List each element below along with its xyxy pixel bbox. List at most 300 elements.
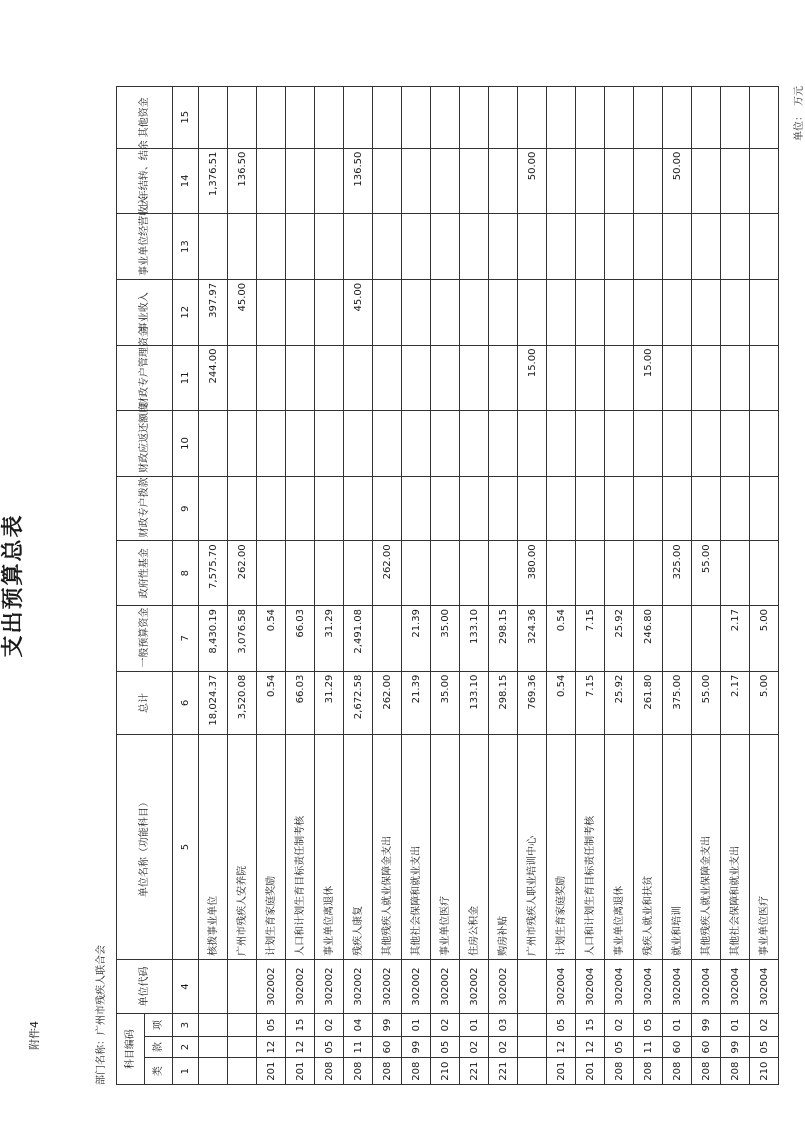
- cell-total: 5.00: [750, 671, 779, 735]
- cell-special-mgmt: [750, 345, 779, 411]
- cell-unit-name: 购房补贴: [489, 735, 518, 960]
- cell-general: 0.54: [547, 606, 576, 672]
- cell-general: 324.36: [518, 606, 547, 672]
- header-xiang: 项: [145, 1014, 173, 1037]
- cell-special-mgmt: [402, 345, 431, 411]
- cell-special-mgmt: [692, 345, 721, 411]
- cell-total: 25.92: [605, 671, 634, 735]
- col-num: 8: [173, 541, 199, 606]
- cell-other: [605, 87, 634, 149]
- cell-gov-fund: 55.00: [692, 541, 721, 606]
- cell-business: [489, 279, 518, 345]
- cell-gov-fund: [489, 541, 518, 606]
- cell-carryover: [373, 148, 402, 214]
- cell-total: 3,520.08: [228, 671, 257, 735]
- cell-operating: [518, 214, 547, 280]
- cell-unit-name: 残疾人就业和扶贫: [634, 735, 663, 960]
- cell-other: [228, 87, 257, 149]
- cell-other: [199, 87, 228, 149]
- cell-special-mgmt: [721, 345, 750, 411]
- cell-total: 2,672.58: [344, 671, 373, 735]
- cell-kuan: [518, 1036, 547, 1058]
- cell-gov-fund: [721, 541, 750, 606]
- cell-business: 45.00: [228, 279, 257, 345]
- cell-return: [257, 411, 286, 477]
- cell-xiang: 01: [460, 1014, 489, 1037]
- cell-lei: 208: [605, 1058, 634, 1085]
- cell-lei: 208: [344, 1058, 373, 1085]
- expenditure-budget-table: [116, 86, 779, 1085]
- cell-general: [373, 606, 402, 672]
- cell-unit-code: 302002: [373, 959, 402, 1013]
- col-num: 13: [173, 214, 199, 280]
- cell-operating: [460, 214, 489, 280]
- cell-business: [286, 279, 315, 345]
- cell-special-alloc: [460, 476, 489, 541]
- cell-unit-code: 302004: [547, 959, 576, 1013]
- cell-unit-name: 残疾人康复: [344, 735, 373, 960]
- cell-kuan: 99: [721, 1036, 750, 1058]
- cell-unit-name: 其他残疾人就业保障金支出: [692, 735, 721, 960]
- cell-return: [460, 411, 489, 477]
- table-row: [460, 87, 489, 1085]
- cell-unit-code: 302004: [605, 959, 634, 1013]
- cell-operating: [547, 214, 576, 280]
- column-number-row: [173, 87, 199, 1085]
- cell-carryover: [605, 148, 634, 214]
- table-row: [315, 87, 344, 1085]
- cell-special-alloc: [315, 476, 344, 541]
- cell-general: 298.15: [489, 606, 518, 672]
- cell-gov-fund: 262.00: [228, 541, 257, 606]
- cell-operating: [257, 214, 286, 280]
- cell-gov-fund: [460, 541, 489, 606]
- unit-label: 单位： 万元: [794, 86, 805, 141]
- cell-lei: 208: [402, 1058, 431, 1085]
- cell-unit-code: [228, 959, 257, 1013]
- cell-special-mgmt: [460, 345, 489, 411]
- col-num: 6: [173, 671, 199, 735]
- cell-kuan: 12: [257, 1036, 286, 1058]
- cell-unit-code: 302002: [431, 959, 460, 1013]
- cell-business: [431, 279, 460, 345]
- cell-other: [431, 87, 460, 149]
- cell-unit-code: 302004: [750, 959, 779, 1013]
- cell-special-mgmt: 15.00: [518, 345, 547, 411]
- cell-gov-fund: 262.00: [373, 541, 402, 606]
- cell-carryover: [460, 148, 489, 214]
- col-num: 7: [173, 606, 199, 672]
- cell-carryover: 50.00: [518, 148, 547, 214]
- cell-kuan: 99: [402, 1036, 431, 1058]
- header-business: 事业收入: [117, 279, 173, 345]
- cell-operating: [286, 214, 315, 280]
- cell-return: [605, 411, 634, 477]
- cell-unit-name: 人口和计划生育目标责任制考核: [286, 735, 315, 960]
- cell-operating: [228, 214, 257, 280]
- cell-general: [692, 606, 721, 672]
- table-row: [634, 87, 663, 1085]
- table-row: [576, 87, 605, 1085]
- cell-return: [692, 411, 721, 477]
- cell-unit-code: 302004: [576, 959, 605, 1013]
- cell-special-alloc: [199, 476, 228, 541]
- cell-other: [547, 87, 576, 149]
- cell-general: 35.00: [431, 606, 460, 672]
- cell-other: [750, 87, 779, 149]
- cell-xiang: 02: [315, 1014, 344, 1037]
- cell-general: 66.03: [286, 606, 315, 672]
- cell-lei: [228, 1058, 257, 1085]
- cell-lei: 208: [663, 1058, 692, 1085]
- cell-other: [721, 87, 750, 149]
- cell-other: [460, 87, 489, 149]
- cell-other: [634, 87, 663, 149]
- cell-business: [373, 279, 402, 345]
- cell-special-mgmt: [315, 345, 344, 411]
- cell-unit-code: 302004: [692, 959, 721, 1013]
- cell-special-mgmt: [344, 345, 373, 411]
- cell-total: 31.29: [315, 671, 344, 735]
- cell-return: [547, 411, 576, 477]
- cell-lei: 210: [431, 1058, 460, 1085]
- cell-special-mgmt: [605, 345, 634, 411]
- cell-general: 31.29: [315, 606, 344, 672]
- col-num: 3: [173, 1014, 199, 1037]
- cell-kuan: 02: [489, 1036, 518, 1058]
- cell-total: 262.00: [373, 671, 402, 735]
- cell-operating: [489, 214, 518, 280]
- cell-operating: [431, 214, 460, 280]
- cell-other: [518, 87, 547, 149]
- cell-general: 7.15: [576, 606, 605, 672]
- cell-return: [489, 411, 518, 477]
- cell-total: 0.54: [257, 671, 286, 735]
- cell-lei: 208: [634, 1058, 663, 1085]
- cell-kuan: 02: [460, 1036, 489, 1058]
- cell-other: [286, 87, 315, 149]
- cell-return: [750, 411, 779, 477]
- cell-gov-fund: [605, 541, 634, 606]
- page-title: 支出预算总表: [1, 513, 26, 658]
- cell-lei: [199, 1058, 228, 1085]
- cell-unit-code: 302002: [489, 959, 518, 1013]
- cell-total: 769.36: [518, 671, 547, 735]
- header-unit-code: 单位代码: [117, 959, 173, 1013]
- cell-carryover: 1,376.51: [199, 148, 228, 214]
- cell-special-mgmt: [663, 345, 692, 411]
- cell-return: [344, 411, 373, 477]
- cell-kuan: [199, 1036, 228, 1058]
- cell-business: [402, 279, 431, 345]
- cell-business: [605, 279, 634, 345]
- cell-unit-code: 302002: [460, 959, 489, 1013]
- cell-business: [663, 279, 692, 345]
- cell-xiang: 05: [257, 1014, 286, 1037]
- cell-unit-code: 302004: [663, 959, 692, 1013]
- cell-unit-name: 其他社会保障和就业支出: [721, 735, 750, 960]
- cell-unit-name: 其他社会保障和就业支出: [402, 735, 431, 960]
- header-row-1: [117, 87, 145, 1085]
- cell-total: 375.00: [663, 671, 692, 735]
- cell-lei: 201: [257, 1058, 286, 1085]
- cell-kuan: 60: [663, 1036, 692, 1058]
- table-row: [489, 87, 518, 1085]
- cell-unit-name: 事业单位离退休: [605, 735, 634, 960]
- header-special-mgmt: 财政专户管理资金: [117, 345, 173, 411]
- cell-lei: [518, 1058, 547, 1085]
- cell-xiang: 99: [373, 1014, 402, 1037]
- cell-other: [692, 87, 721, 149]
- cell-kuan: 11: [634, 1036, 663, 1058]
- cell-total: 35.00: [431, 671, 460, 735]
- cell-return: [373, 411, 402, 477]
- table-row: [663, 87, 692, 1085]
- cell-business: [460, 279, 489, 345]
- cell-kuan: 12: [547, 1036, 576, 1058]
- cell-lei: 208: [315, 1058, 344, 1085]
- header-special-alloc: 财政专户拨款: [117, 476, 173, 541]
- cell-unit-name: 事业单位医疗: [431, 735, 460, 960]
- cell-unit-name: 计划生育家庭奖励: [257, 735, 286, 960]
- cell-business: [721, 279, 750, 345]
- col-num: 5: [173, 735, 199, 960]
- cell-lei: 221: [489, 1058, 518, 1085]
- cell-total: 18,024.37: [199, 671, 228, 735]
- table-row: [431, 87, 460, 1085]
- col-num: 9: [173, 476, 199, 541]
- header-kuan: 款: [145, 1036, 173, 1058]
- table-row: [721, 87, 750, 1085]
- cell-return: [663, 411, 692, 477]
- cell-general: 3,076.58: [228, 606, 257, 672]
- cell-business: [547, 279, 576, 345]
- cell-special-mgmt: 244.00: [199, 345, 228, 411]
- cell-special-alloc: [402, 476, 431, 541]
- header-total: 总计: [117, 671, 173, 735]
- table-row: [373, 87, 402, 1085]
- cell-carryover: [547, 148, 576, 214]
- cell-carryover: [489, 148, 518, 214]
- cell-other: [576, 87, 605, 149]
- cell-return: [315, 411, 344, 477]
- cell-carryover: [721, 148, 750, 214]
- cell-xiang: 03: [489, 1014, 518, 1037]
- cell-special-alloc: [489, 476, 518, 541]
- cell-total: 298.15: [489, 671, 518, 735]
- cell-xiang: 02: [431, 1014, 460, 1037]
- cell-gov-fund: [431, 541, 460, 606]
- cell-kuan: 05: [431, 1036, 460, 1058]
- table-row: [199, 87, 228, 1085]
- cell-special-alloc: [518, 476, 547, 541]
- cell-total: 21.39: [402, 671, 431, 735]
- col-num: 4: [173, 959, 199, 1013]
- table-row: [605, 87, 634, 1085]
- cell-special-mgmt: [228, 345, 257, 411]
- cell-lei: 210: [750, 1058, 779, 1085]
- cell-lei: 201: [547, 1058, 576, 1085]
- cell-return: [431, 411, 460, 477]
- cell-unit-code: 302002: [315, 959, 344, 1013]
- cell-carryover: [257, 148, 286, 214]
- table-row: [257, 87, 286, 1085]
- cell-gov-fund: [315, 541, 344, 606]
- table-row: [547, 87, 576, 1085]
- cell-return: [576, 411, 605, 477]
- cell-special-alloc: [228, 476, 257, 541]
- cell-operating: [373, 214, 402, 280]
- table-row: [518, 87, 547, 1085]
- cell-other: [257, 87, 286, 149]
- cell-gov-fund: [286, 541, 315, 606]
- col-num: 15: [173, 87, 199, 149]
- cell-operating: [315, 214, 344, 280]
- cell-unit-code: [518, 959, 547, 1013]
- cell-return: [286, 411, 315, 477]
- cell-unit-name: 核拨事业单位: [199, 735, 228, 960]
- cell-gov-fund: [634, 541, 663, 606]
- cell-total: 2.17: [721, 671, 750, 735]
- cell-unit-code: 302002: [257, 959, 286, 1013]
- cell-operating: [750, 214, 779, 280]
- cell-other: [663, 87, 692, 149]
- cell-business: [576, 279, 605, 345]
- cell-business: [315, 279, 344, 345]
- cell-special-alloc: [286, 476, 315, 541]
- table-row: [344, 87, 373, 1085]
- cell-kuan: 60: [692, 1036, 721, 1058]
- cell-total: 261.80: [634, 671, 663, 735]
- cell-gov-fund: [344, 541, 373, 606]
- cell-carryover: [750, 148, 779, 214]
- cell-xiang: 99: [692, 1014, 721, 1037]
- cell-operating: [402, 214, 431, 280]
- cell-unit-code: 302004: [634, 959, 663, 1013]
- cell-special-mgmt: [489, 345, 518, 411]
- header-return: 财政应返还额度: [117, 411, 173, 477]
- cell-special-alloc: [721, 476, 750, 541]
- cell-return: [518, 411, 547, 477]
- cell-xiang: 15: [286, 1014, 315, 1037]
- header-subject-code: 科目编码: [117, 1014, 145, 1085]
- cell-unit-name: 事业单位离退休: [315, 735, 344, 960]
- cell-special-alloc: [692, 476, 721, 541]
- cell-other: [489, 87, 518, 149]
- cell-carryover: 50.00: [663, 148, 692, 214]
- header-other: 其他资金: [117, 87, 173, 149]
- cell-unit-code: 302002: [402, 959, 431, 1013]
- cell-general: [663, 606, 692, 672]
- cell-kuan: 12: [286, 1036, 315, 1058]
- cell-special-alloc: [373, 476, 402, 541]
- cell-general: 25.92: [605, 606, 634, 672]
- cell-unit-name: 计划生育家庭奖励: [547, 735, 576, 960]
- cell-carryover: [431, 148, 460, 214]
- col-num: 1: [173, 1058, 199, 1085]
- cell-carryover: [692, 148, 721, 214]
- cell-business: [257, 279, 286, 345]
- cell-special-mgmt: [576, 345, 605, 411]
- cell-other: [402, 87, 431, 149]
- cell-lei: 208: [721, 1058, 750, 1085]
- header-carryover: 上年结转、结余: [117, 148, 173, 214]
- cell-special-mgmt: [257, 345, 286, 411]
- cell-unit-name: 住房公积金: [460, 735, 489, 960]
- cell-xiang: [199, 1014, 228, 1037]
- cell-total: 7.15: [576, 671, 605, 735]
- cell-lei: 208: [692, 1058, 721, 1085]
- attachment-label: 附件4: [28, 1021, 41, 1050]
- cell-xiang: 02: [750, 1014, 779, 1037]
- cell-xiang: [518, 1014, 547, 1037]
- cell-carryover: [634, 148, 663, 214]
- cell-xiang: [228, 1014, 257, 1037]
- cell-xiang: 05: [547, 1014, 576, 1037]
- cell-unit-name: 其他残疾人就业保障金支出: [373, 735, 402, 960]
- cell-gov-fund: 325.00: [663, 541, 692, 606]
- cell-other: [373, 87, 402, 149]
- col-num: 12: [173, 279, 199, 345]
- cell-kuan: 05: [605, 1036, 634, 1058]
- cell-special-alloc: [257, 476, 286, 541]
- header-lei: 类: [145, 1058, 173, 1085]
- cell-unit-name: 事业单位医疗: [750, 735, 779, 960]
- cell-operating: [692, 214, 721, 280]
- cell-business: [750, 279, 779, 345]
- cell-special-alloc: [344, 476, 373, 541]
- cell-unit-name: 人口和计划生育目标责任制考核: [576, 735, 605, 960]
- col-num: 14: [173, 148, 199, 214]
- cell-total: 133.10: [460, 671, 489, 735]
- cell-return: [634, 411, 663, 477]
- cell-gov-fund: [547, 541, 576, 606]
- cell-special-alloc: [547, 476, 576, 541]
- cell-general: 2.17: [721, 606, 750, 672]
- header-gov-fund: 政府性基金: [117, 541, 173, 606]
- cell-unit-name: 就业和培训: [663, 735, 692, 960]
- cell-general: 2,491.08: [344, 606, 373, 672]
- cell-kuan: 05: [315, 1036, 344, 1058]
- table-row: [692, 87, 721, 1085]
- cell-special-mgmt: [547, 345, 576, 411]
- cell-return: [199, 411, 228, 477]
- cell-business: 397.97: [199, 279, 228, 345]
- header-unit-name: 单位名称（功能科目）: [117, 735, 173, 960]
- cell-other: [344, 87, 373, 149]
- cell-xiang: 01: [721, 1014, 750, 1037]
- cell-carryover: [286, 148, 315, 214]
- cell-total: 0.54: [547, 671, 576, 735]
- cell-special-alloc: [634, 476, 663, 541]
- cell-xiang: 02: [605, 1014, 634, 1037]
- cell-special-alloc: [576, 476, 605, 541]
- cell-special-alloc: [750, 476, 779, 541]
- cell-lei: 201: [286, 1058, 315, 1085]
- cell-operating: [663, 214, 692, 280]
- cell-special-mgmt: 15.00: [634, 345, 663, 411]
- cell-operating: [199, 214, 228, 280]
- cell-kuan: 60: [373, 1036, 402, 1058]
- cell-xiang: 01: [663, 1014, 692, 1037]
- cell-general: 133.10: [460, 606, 489, 672]
- table-row: [750, 87, 779, 1085]
- cell-unit-code: 302002: [344, 959, 373, 1013]
- cell-carryover: [576, 148, 605, 214]
- cell-general: 246.80: [634, 606, 663, 672]
- cell-business: [692, 279, 721, 345]
- cell-other: [315, 87, 344, 149]
